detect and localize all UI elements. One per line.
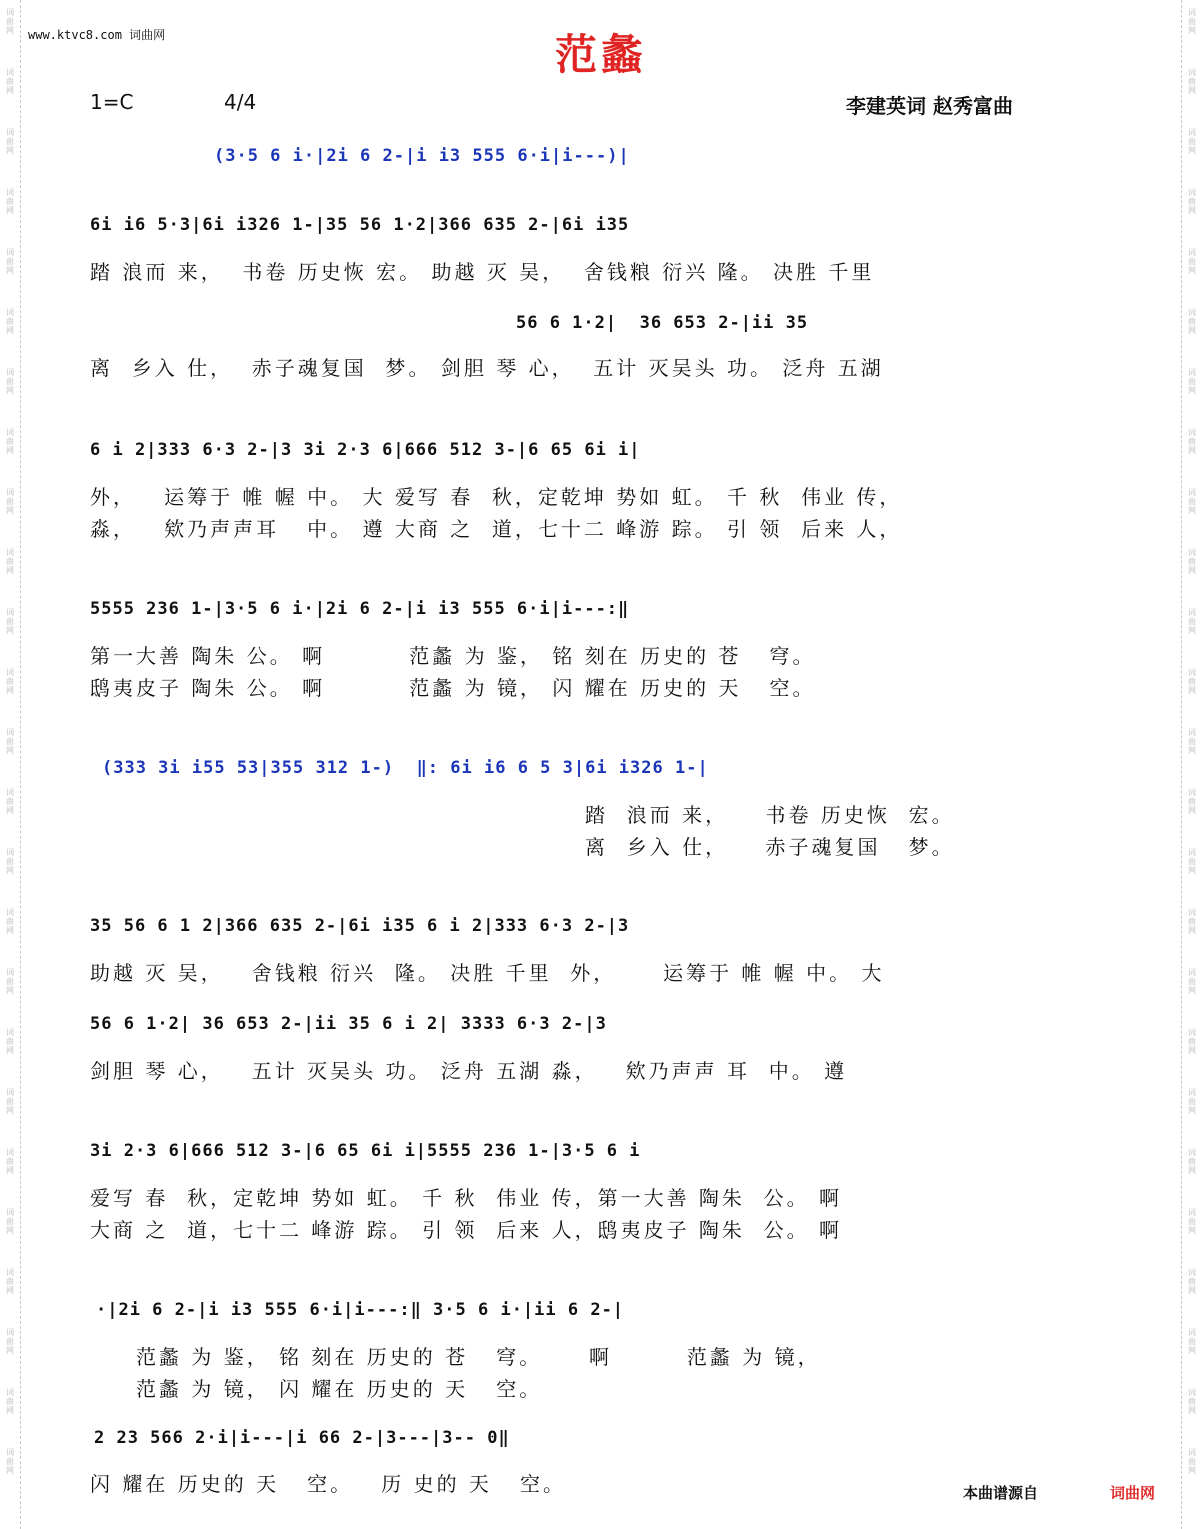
margin-watermark: 词 曲 网 [6, 308, 14, 335]
key-signature: 1=C [90, 90, 134, 114]
line1-notes: 6i i6 5·3|6i i326 1-|35 56 1·2|366 635 2-|6i i35 [90, 215, 630, 235]
brand-logo: 词曲网 [1110, 1484, 1156, 1502]
margin-watermark: 词 曲 网 [1188, 8, 1196, 35]
line10-notes: 2 23 566 2·i|i---|i 66 2-|3---|3-- 0‖ [94, 1428, 510, 1448]
margin-watermark: 词 曲 网 [6, 368, 14, 395]
margin-watermark: 词 曲 网 [1188, 128, 1196, 155]
line7-notes: 56 6 1·2| 36 653 2-|ii 35 6 i 2| 3333 6·3 2-|3 [90, 1014, 607, 1034]
margin-watermark: 词 曲 网 [1188, 1028, 1196, 1055]
line3-notes: 6 i 2|333 6·3 2-|3 3i 2·3 6|666 512 3-|6 65 6i i| [90, 440, 641, 460]
line6-lyrics: 助越 灭 吴， 舍钱粮 衍兴 隆。 决胜 千里 外， 运筹于 帷 幄 中。 大 [90, 961, 885, 985]
line6-notes: 35 56 6 1 2|366 635 2-|6i i35 6 i 2|333 6·3 2-|3 [90, 916, 630, 936]
line5-notes: (333 3i i55 53|355 312 1-) ‖: 6i i6 6 5 3|6i i326 1-| [102, 758, 709, 778]
line9-lyrics-verse1: 范蠡 为 鉴， 铭 刻在 历史的 苍 穹。 啊 范蠡 为 镜， [136, 1345, 821, 1369]
line9-lyrics-verse2: 范蠡 为 镜， 闪 耀在 历史的 天 空。 [136, 1377, 543, 1401]
margin-watermark: 词 曲 网 [1188, 1328, 1196, 1355]
margin-watermark: 词 曲 网 [6, 1268, 14, 1295]
margin-watermark: 词 曲 网 [1188, 848, 1196, 875]
margin-watermark: 词 曲 网 [1188, 308, 1196, 335]
margin-watermark: 词 曲 网 [1188, 608, 1196, 635]
margin-watermark: 词 曲 网 [1188, 1148, 1196, 1175]
left-margin-strip [0, 0, 21, 1529]
margin-watermark: 词 曲 网 [6, 788, 14, 815]
margin-watermark: 词 曲 网 [1188, 248, 1196, 275]
margin-watermark: 词 曲 网 [1188, 968, 1196, 995]
margin-watermark: 词 曲 网 [6, 488, 14, 515]
margin-watermark: 词 曲 网 [6, 1148, 14, 1175]
margin-watermark: 词 曲 网 [1188, 1088, 1196, 1115]
margin-watermark: 词 曲 网 [6, 8, 14, 35]
margin-watermark: 词 曲 网 [6, 848, 14, 875]
margin-watermark: 词 曲 网 [1188, 368, 1196, 395]
line5-lyrics-verse2: 离 乡入 仕， 赤子魂复国 梦。 [585, 835, 955, 859]
line8-lyrics-verse2: 大商 之 道，七十二 峰游 踪。 引 领 后来 人，鸱夷皮子 陶朱 公。 啊 [90, 1218, 843, 1242]
margin-watermark: 词 曲 网 [6, 908, 14, 935]
line10-lyrics: 闪 耀在 历史的 天 空。 历 史的 天 空。 [90, 1472, 567, 1496]
line4-lyrics-verse1: 第一大善 陶朱 公。 啊 范蠡 为 鉴， 铭 刻在 历史的 苍 穹。 [90, 644, 816, 668]
margin-watermark: 词 曲 网 [1188, 548, 1196, 575]
margin-watermark: 词 曲 网 [6, 1028, 14, 1055]
credits: 李建英词 赵秀富曲 [846, 94, 1013, 118]
margin-watermark: 词 曲 网 [6, 1088, 14, 1115]
line1-lyrics: 踏 浪而 来， 书卷 历史恢 宏。 助越 灭 吴， 舍钱粮 衍兴 隆。 决胜 千里 [90, 260, 875, 284]
margin-watermark: 词 曲 网 [1188, 488, 1196, 515]
song-title: 范蠡 [554, 30, 647, 79]
margin-watermark: 词 曲 网 [6, 1448, 14, 1475]
line7-lyrics: 剑胆 琴 心， 五计 灭吴头 功。 泛舟 五湖 淼， 欸乃声声 耳 中。 遵 [90, 1059, 848, 1083]
margin-watermark: 词 曲 网 [6, 728, 14, 755]
margin-watermark: 词 曲 网 [1188, 668, 1196, 695]
margin-watermark: 词 曲 网 [1188, 1388, 1196, 1415]
margin-watermark: 词 曲 网 [6, 128, 14, 155]
margin-watermark: 词 曲 网 [1188, 728, 1196, 755]
margin-watermark: 词 曲 网 [1188, 1268, 1196, 1295]
margin-watermark: 词 曲 网 [1188, 1208, 1196, 1235]
margin-watermark: 词 曲 网 [6, 548, 14, 575]
margin-watermark: 词 曲 网 [6, 1328, 14, 1355]
line8-lyrics-verse1: 爱写 春 秋，定乾坤 势如 虹。 千 秋 伟业 传，第一大善 陶朱 公。 啊 [90, 1186, 843, 1210]
right-margin-strip [1181, 0, 1202, 1529]
margin-watermark: 词 曲 网 [1188, 188, 1196, 215]
time-signature: 4/4 [224, 90, 257, 114]
site-url: www.ktvc8.com 词曲网 [28, 28, 166, 42]
line2-notes: 56 6 1·2| 36 653 2-|ii 35 [516, 313, 809, 333]
margin-watermark: 词 曲 网 [6, 668, 14, 695]
source-footer: 本曲谱源自 [963, 1484, 1039, 1502]
line2-lyrics: 离 乡入 仕， 赤子魂复国 梦。 剑胆 琴 心， 五计 灭吴头 功。 泛舟 五湖 [90, 356, 884, 380]
margin-watermark: 词 曲 网 [6, 428, 14, 455]
margin-watermark: 词 曲 网 [6, 1388, 14, 1415]
margin-watermark: 词 曲 网 [6, 1208, 14, 1235]
intro-notes: (3·5 6 i·|2i 6 2-|i i3 555 6·i|i---)| [214, 146, 630, 166]
margin-watermark: 词 曲 网 [6, 188, 14, 215]
line4-lyrics-verse2: 鸱夷皮子 陶朱 公。 啊 范蠡 为 镜， 闪 耀在 历史的 天 空。 [90, 676, 816, 700]
margin-watermark: 词 曲 网 [6, 248, 14, 275]
margin-watermark: 词 曲 网 [1188, 1448, 1196, 1475]
margin-watermark: 词 曲 网 [6, 968, 14, 995]
margin-watermark: 词 曲 网 [1188, 428, 1196, 455]
margin-watermark: 词 曲 网 [1188, 908, 1196, 935]
line8-notes: 3i 2·3 6|666 512 3-|6 65 6i i|5555 236 1-|3·5 6 i [90, 1141, 641, 1161]
line9-notes: ·|2i 6 2-|i i3 555 6·i|i---:‖ 3·5 6 i·|ii 6 2-| [96, 1300, 625, 1320]
line5-lyrics-verse1: 踏 浪而 来， 书卷 历史恢 宏。 [585, 803, 955, 827]
margin-watermark: 词 曲 网 [6, 68, 14, 95]
margin-watermark: 词 曲 网 [6, 608, 14, 635]
line3-lyrics-verse1: 外， 运筹于 帷 幄 中。 大 爱写 春 秋，定乾坤 势如 虹。 千 秋 伟业 传， [90, 485, 903, 509]
line4-notes: 5555 236 1-|3·5 6 i·|2i 6 2-|i i3 555 6·i|i---:‖ [90, 599, 630, 619]
margin-watermark: 词 曲 网 [1188, 68, 1196, 95]
line3-lyrics-verse2: 淼， 欸乃声声耳 中。 遵 大商 之 道，七十二 峰游 踪。 引 领 后来 人， [90, 517, 903, 541]
margin-watermark: 词 曲 网 [1188, 788, 1196, 815]
